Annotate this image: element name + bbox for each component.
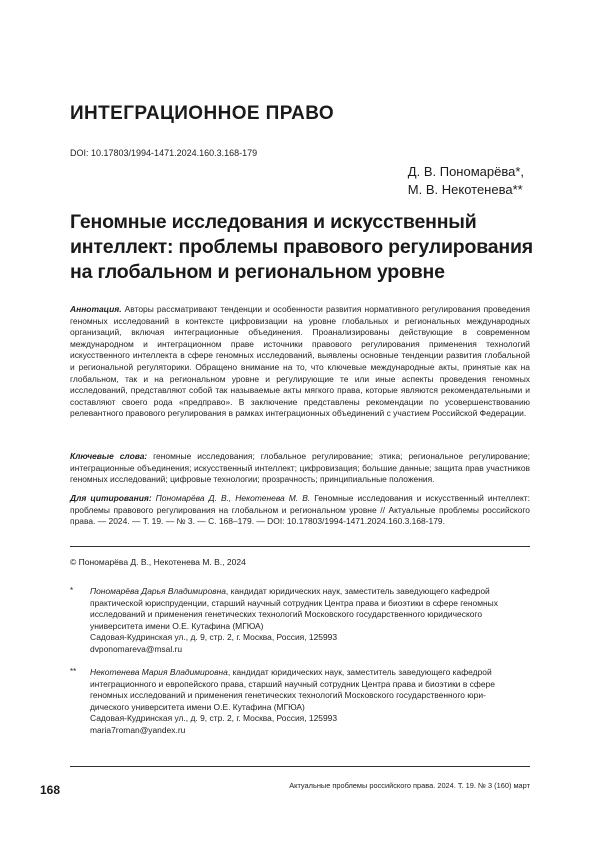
- abstract-label: Аннотация.: [70, 304, 122, 314]
- footnote-author-1: [90, 586, 530, 656]
- title-line: интеллект: проблемы правового регулирования: [70, 236, 533, 258]
- footnote-line: интеграционного и европейского права, старший научный сотрудник Центра права и биоэтики в сфере: [90, 678, 495, 689]
- divider: [70, 546, 530, 547]
- citation: [70, 493, 530, 528]
- author-1: Д. В. Пономарёва*,: [407, 164, 524, 179]
- keywords: [70, 451, 530, 486]
- title-line: Геномные исследования и искусственный: [70, 211, 477, 233]
- footnote-name: Некотенева Мария Владимировна: [90, 667, 228, 677]
- footer-divider: [70, 766, 530, 767]
- citation-authors: Пономарёва Д. В., Некотенева М. В.: [155, 493, 311, 503]
- running-title: Актуальные проблемы российского права. 2024. Т. 19. № 3 (160) март: [289, 781, 530, 790]
- keywords-text: геномные исследования; глобальное регулирование; этика; региональное регулирование; интеграционные объединения; искусственный интеллект; цифровизация; большие данные; защита прав участников геномных исследований; цифровые технологии; прозрачность; принципиальные положения.: [70, 451, 530, 485]
- page-number: 168: [40, 783, 61, 797]
- footnote-line: университета имени О.Е. Кутафина (МГЮА): [90, 620, 264, 631]
- abstract: [70, 304, 530, 420]
- author-2: М. В. Некотенева**: [407, 182, 523, 197]
- footnote-email: maria7roman@yandex.ru: [90, 724, 186, 735]
- section-title: ИНТЕГРАЦИОННОЕ ПРАВО: [70, 103, 335, 124]
- footnote-line: дического университета имени О.Е. Кутафина (МГЮА): [90, 701, 305, 712]
- keywords-label: Ключевые слова:: [70, 451, 148, 461]
- footnote-line: , кандидат юридических наук, заместитель заведующего кафедрой: [225, 586, 490, 596]
- authors: [408, 163, 524, 199]
- footnote-line: исследований и применения генетических технологий Московского государственного юридического: [90, 609, 483, 620]
- abstract-text: Авторы рассматривают тенденции и особенности развития нормативного регулирования проведения геномных исследований в контексте цифровизации на уровне глобальных и региональных международных организаций, включая интеграционные объединения. Проанализированы действующие в современном международном и интеграционном праве источники правового регулирования применения технологий искусственного интеллекта в сфере геномных исследований, выявлены основные тенденции развития глобальной и региональной регуляторики. Обращено внимание на то, что ключевые международные акты, принятые как на глобальном, так и на региональном уровне и регулирующие те или иные аспекты проведения геномных исследований, представляют собой так называемые акты мягкого права, которые являются рекомендательными и составляют своего рода «предправо». В заключение представлены рекомендации по усовершенствованию релевантного правового регулирования в рамках интеграционных объединений с участием Российской Федерации.: [70, 304, 530, 419]
- footnote-author-2: [90, 667, 530, 737]
- title-line: на глобальном и региональном уровне: [70, 261, 445, 283]
- footnote-line: геномных исследований и применения генетических технологий Московского государственного юри-: [90, 690, 486, 701]
- citation-text: Геномные исследования и искусственный интеллект: проблемы правового регулирования на глобальном и региональном уровне // Актуальные проблемы российского права. — 2024. — Т. 19. — № 3. — С. 168–179. — DOI: 10.17803/1994-1471.2024.160.3.168-179.: [70, 493, 530, 527]
- footnote-address: Садовая-Кудринская ул., д. 9, стр. 2, г. Москва, Россия, 125993: [90, 632, 338, 643]
- citation-label: Для цитирования:: [70, 493, 152, 503]
- footnote-mark: *: [70, 586, 74, 595]
- copyright: © Пономарёва Д. В., Некотенева М. В., 2024: [70, 557, 246, 567]
- footnote-line: практической юриспруденции, старший научный сотрудник Центра права и биоэтики в сфере геномных: [90, 597, 498, 608]
- footnote-address: Садовая-Кудринская ул., д. 9, стр. 2, г. Москва, Россия, 125993: [90, 713, 338, 724]
- article-title: [70, 210, 540, 285]
- footnote-email: dvponomareva@msal.ru: [90, 643, 183, 654]
- footnote-name: Пономарёва Дарья Владимировна: [90, 586, 226, 596]
- footnote-line: , кандидат юридических наук, заместитель заведующего кафедрой: [227, 667, 492, 677]
- footnote-mark: **: [70, 667, 77, 676]
- doi: DOI: 10.17803/1994-1471.2024.160.3.168-179: [70, 148, 258, 158]
